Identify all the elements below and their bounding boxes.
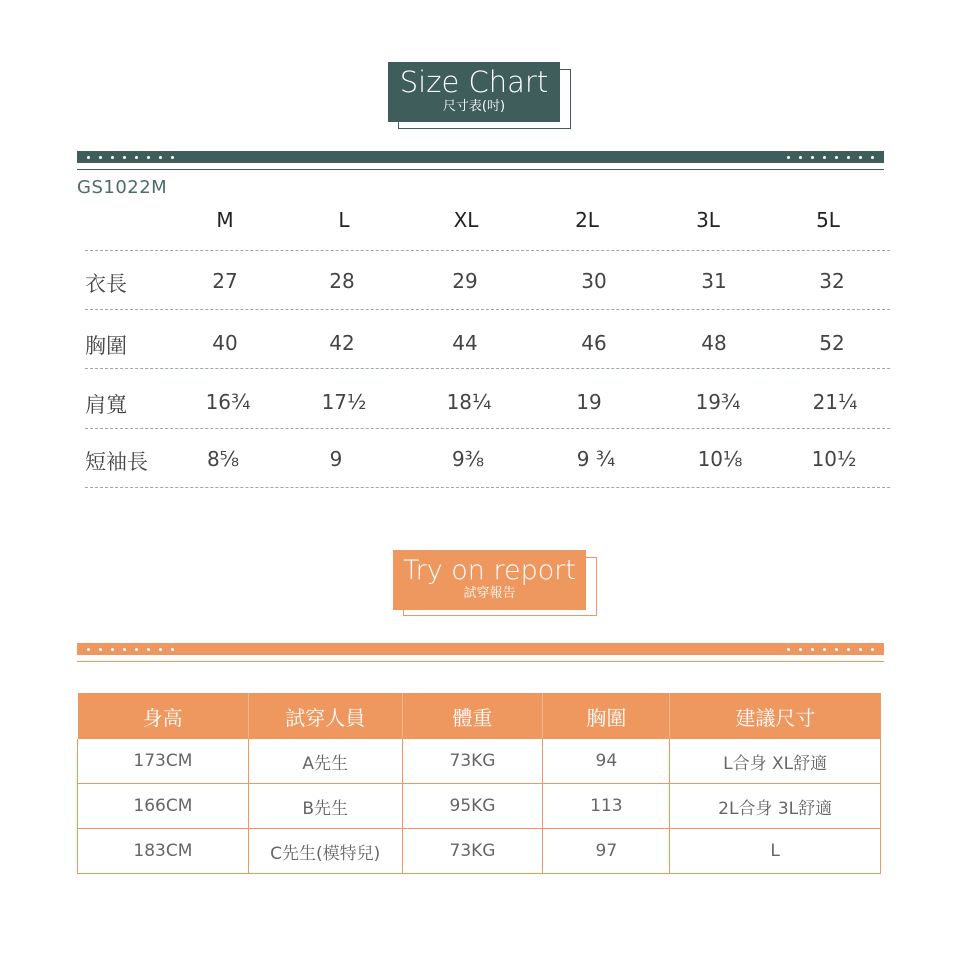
size-chart-title: Size Chart (399, 65, 549, 99)
row-divider (85, 487, 890, 488)
banner-dots-right (787, 643, 874, 655)
size-value: 10⅛ (697, 447, 743, 471)
size-value: 30 (581, 269, 607, 293)
product-code: GS1022M (77, 177, 168, 198)
try-on-title-box (393, 550, 586, 610)
size-chart-subtitle: 尺寸表(吋) (442, 99, 506, 114)
try-on-header-row (78, 693, 881, 739)
size-chart-banner-bar (77, 151, 884, 163)
size-value: 19¾ (695, 390, 741, 414)
size-value: 9 ¾ (576, 447, 616, 471)
row-label-length: 衣長 (85, 272, 127, 296)
size-value: 16¾ (205, 390, 251, 414)
try-on-banner-bar (77, 643, 884, 655)
size-chart-title-box (388, 62, 560, 122)
row-label-shoulder: 肩寬 (85, 393, 127, 417)
size-value: 19 (576, 390, 602, 414)
header-height: 身高 (78, 693, 249, 739)
size-header: L (338, 208, 350, 232)
height-cell: 183CM (78, 829, 249, 874)
row-divider (85, 250, 890, 251)
size-header: XL (453, 208, 479, 232)
tester-cell: A先生 (248, 739, 402, 784)
banner-dots-left (87, 643, 174, 655)
size-value: 48 (701, 331, 727, 355)
weight-cell: 95KG (402, 784, 543, 829)
size-header: 2L (575, 208, 599, 232)
tester-cell: C先生(模特兒) (248, 829, 402, 874)
size-value: 29 (452, 269, 478, 293)
chest-cell: 97 (543, 829, 670, 874)
recommended-size-cell: L合身 XL舒適 (670, 739, 881, 784)
size-value: 52 (819, 331, 845, 355)
header-tester: 試穿人員 (248, 693, 402, 739)
size-header: 5L (816, 208, 840, 232)
recommended-size-cell: 2L合身 3L舒適 (670, 784, 881, 829)
size-chart-banner-rule (77, 169, 884, 170)
banner-dots-left (87, 151, 174, 163)
height-cell: 166CM (78, 784, 249, 829)
size-value: 8⅝ (206, 447, 240, 471)
size-value: 44 (452, 331, 478, 355)
size-header: 3L (696, 208, 720, 232)
weight-cell: 73KG (402, 739, 543, 784)
header-chest: 胸圍 (543, 693, 670, 739)
size-value: 27 (212, 269, 238, 293)
recommended-size-cell: L (670, 829, 881, 874)
tester-cell: B先生 (248, 784, 402, 829)
try-on-table (77, 693, 881, 874)
row-label-chest: 胸圍 (85, 334, 127, 358)
row-divider (85, 368, 890, 369)
size-value: 9⅜ (451, 447, 485, 471)
table-row (78, 829, 881, 874)
weight-cell: 73KG (402, 829, 543, 874)
row-divider (85, 428, 890, 429)
header-recommended-size: 建議尺寸 (670, 693, 881, 739)
size-value: 9 (329, 447, 343, 471)
row-divider (85, 309, 890, 310)
size-value: 42 (329, 331, 355, 355)
size-value: 31 (701, 269, 727, 293)
size-header: M (216, 208, 234, 232)
header-weight: 體重 (402, 693, 543, 739)
height-cell: 173CM (78, 739, 249, 784)
size-value: 28 (329, 269, 355, 293)
try-on-title: Try on report (403, 555, 576, 586)
table-row (78, 784, 881, 829)
table-row (78, 739, 881, 784)
try-on-subtitle: 試穿報告 (463, 586, 516, 601)
chest-cell: 113 (543, 784, 670, 829)
size-value: 32 (819, 269, 845, 293)
size-value: 46 (581, 331, 607, 355)
size-value: 18¼ (446, 390, 492, 414)
size-value: 40 (212, 331, 238, 355)
row-label-sleeve: 短袖長 (85, 450, 148, 474)
size-value: 10½ (811, 447, 857, 471)
chest-cell: 94 (543, 739, 670, 784)
banner-dots-right (787, 151, 874, 163)
size-value: 17½ (321, 390, 367, 414)
try-on-banner-rule (77, 661, 884, 662)
size-value: 21¼ (812, 390, 858, 414)
